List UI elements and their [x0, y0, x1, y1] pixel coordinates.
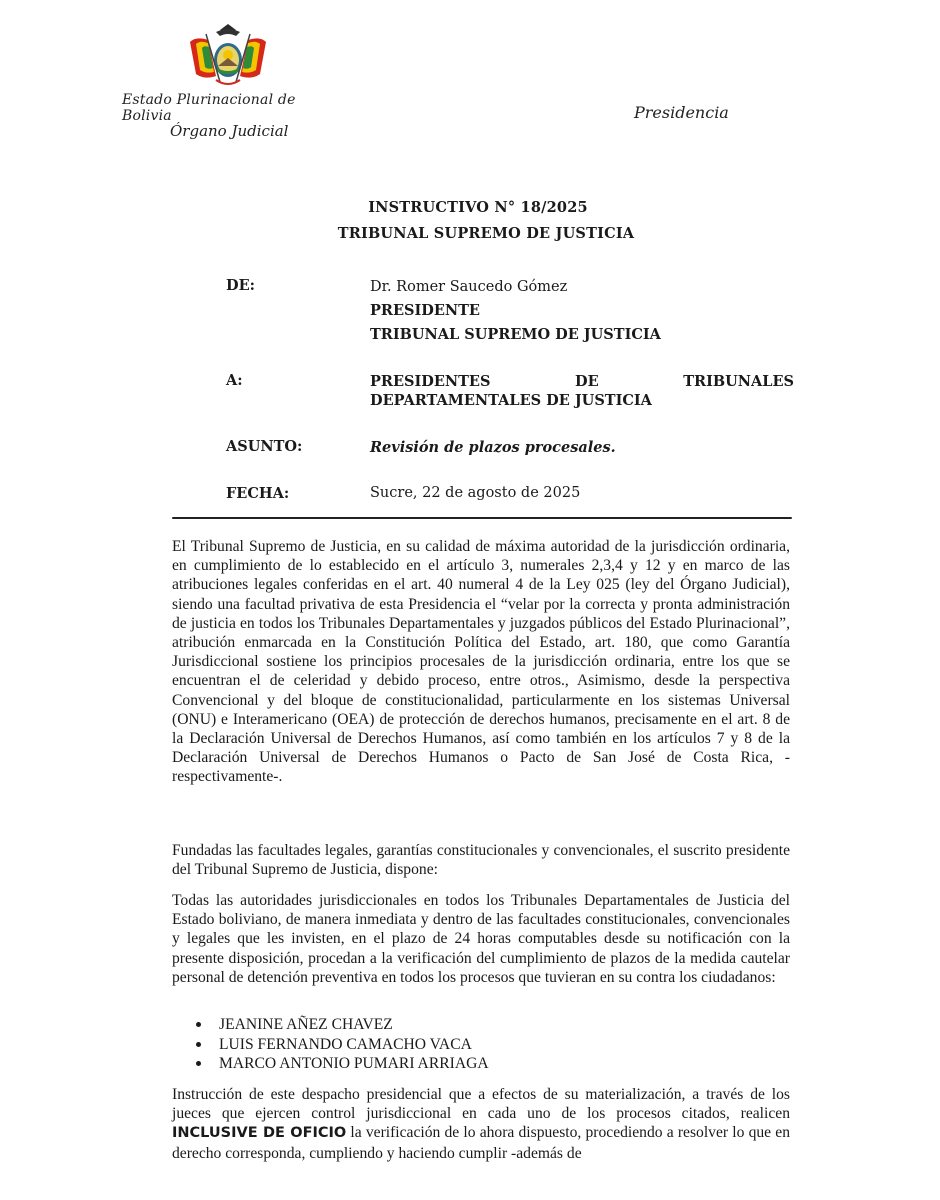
field-label-de: DE:: [226, 277, 255, 294]
field-fecha-value: Sucre, 22 de agosto de 2025: [370, 485, 581, 501]
citizens-list: [196, 1015, 489, 1074]
paragraph-foundation: Fundadas las facultades legales, garantías constitucionales y convencionales, el suscrito presidente del Tribunal Supremo de Justicia, dispone:: [172, 842, 790, 879]
field-asunto-value: Revisión de plazos procesales.: [370, 439, 616, 456]
header-divider: [172, 517, 792, 519]
field-label-asunto: ASUNTO:: [226, 438, 303, 455]
paragraph-instruction: Todas las autoridades jurisdiccionales en todos los Tribunales Departamentales de Justicia del Estado boliviano, de manera inmediata y dentro de las facultades constitucionales, convencionales y legales que les invisten, en el plazo de 24 horas computables desde su notificación con la presente disposición, procedan a la verificación del cumplimiento de plazos de la medida cautelar personal de detención preventiva en todos los procesos que tuvieran en su contra los ciudadanos:: [172, 892, 790, 986]
bullet-icon: [196, 1042, 201, 1047]
letterhead-state-name: Estado Plurinacional de Bolivia: [122, 92, 296, 124]
field-de-institution: TRIBUNAL SUPREMO DE JUSTICIA: [370, 326, 661, 343]
document-subtitle: TRIBUNAL SUPREMO DE JUSTICIA: [337, 225, 635, 242]
field-a-value: PRESIDENTES DE TRIBUNALES DEPARTAMENTALES DE JUSTICIA: [370, 373, 794, 409]
bullet-icon: [196, 1022, 201, 1027]
closing-text-after: la verificación de lo ahora dispuesto, procediendo a resolver lo que en derecho corresponda, cumpliendo y haciendo cumplir -además de: [172, 1124, 790, 1162]
field-de-name: Dr. Romer Saucedo Gómez: [370, 279, 568, 295]
citizen-name: MARCO ANTONIO PUMARI ARRIAGA: [219, 1055, 489, 1072]
paragraph-preamble: El Tribunal Supremo de Justicia, en su calidad de máxima autoridad de la jurisdicción ordinaria, en cumplimiento de lo establecido en el artículo 3, numerales 2,3,4 y 12 y en marco de las atribuciones legales conferidas en el art. 40 numeral 4 de la Ley 025 (ley del Órgano Judicial), siendo una facultad privativa de esta Presidencia el “velar por la correcta y pronta administración de justicia en todos los Tribunales Departamentales y juzgados públicos del Estado Plurinacional”, atribución enmarcada en la Constitución Política del Estado, art. 180, que como Garantía Jurisdiccional sostiene los principios procesales de la jurisdicción ordinaria, entre los que se encuentran el de celeridad y debido proceso, entre otros., Asimismo, desde la perspectiva Convencional y del bloque de constitucionalidad, particularmente en los sistemas Universal (ONU) e Interamericano (OEA) de protección de derechos humanos, precisamente en el art. 8 de la Declaración Universal de Derechos Humanos, así como también en los artículos 7 y 8 de la Declaración Universal de Derechos Humanos o Pacto de San José de Costa Rica, -respectivamente-.: [172, 538, 790, 786]
field-de-role: PRESIDENTE: [370, 302, 480, 319]
letterhead-office: Presidencia: [634, 103, 729, 122]
document-title: INSTRUCTIVO N° 18/2025: [368, 199, 588, 216]
closing-emphasis: INCLUSIVE DE OFICIO: [172, 1125, 347, 1142]
citizen-name: LUIS FERNANDO CAMACHO VACA: [219, 1035, 472, 1053]
bolivia-coat-of-arms-icon: [186, 22, 270, 94]
field-label-fecha: FECHA:: [226, 485, 290, 502]
bullet-icon: [196, 1061, 201, 1066]
letterhead-organ-name: Órgano Judicial: [170, 122, 289, 140]
list-item: [196, 1054, 489, 1074]
paragraph-closing: [172, 1085, 790, 1163]
closing-text-before: Instrucción de este despacho presidencial que a efectos de su materialización, a través de los jueces que ejercen control jurisdiccional en cada uno de los procesos citados, realicen: [172, 1086, 790, 1123]
field-label-a: A:: [226, 372, 243, 389]
list-item: [196, 1035, 489, 1055]
list-item: [196, 1015, 489, 1035]
citizen-name: JEANINE AÑEZ CHAVEZ: [219, 1016, 393, 1033]
